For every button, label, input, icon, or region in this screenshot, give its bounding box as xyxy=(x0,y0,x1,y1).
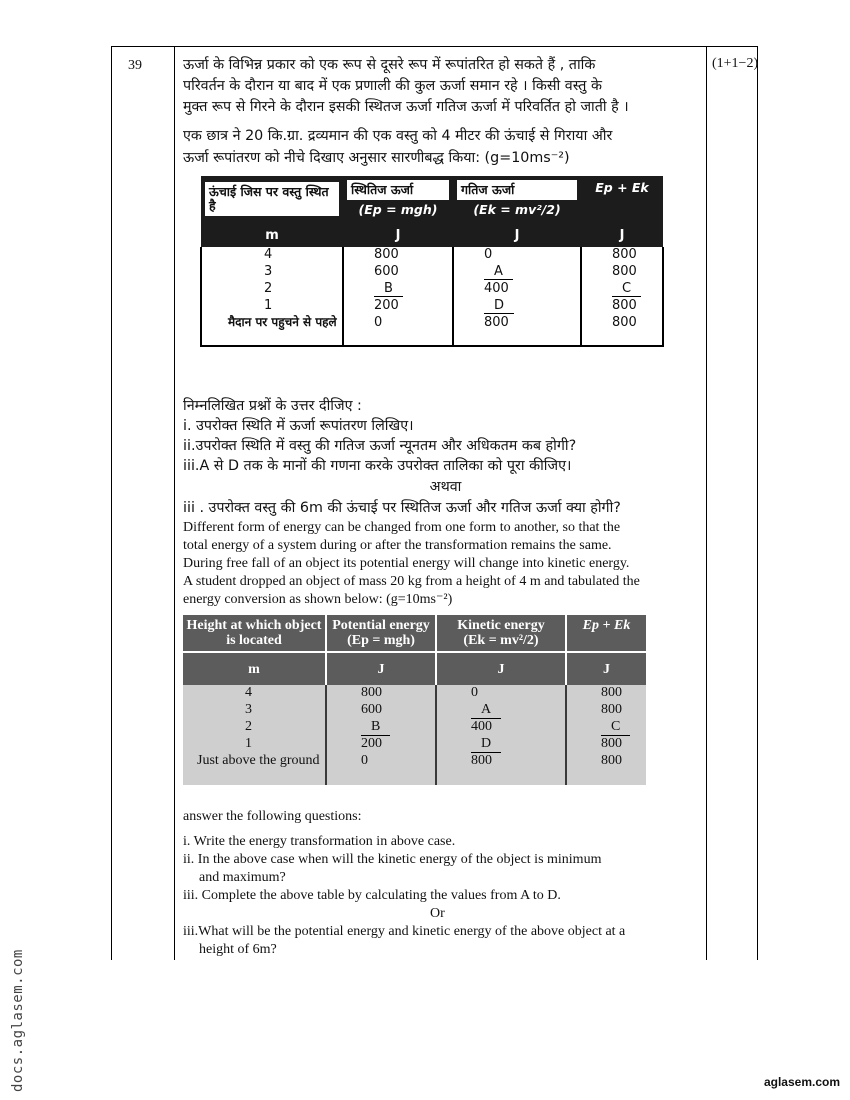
question-item: i. Write the energy transformation in above case. xyxy=(183,834,456,849)
unit-cell: J xyxy=(326,652,436,685)
table-cell: 600 xyxy=(343,264,453,281)
table-cell: 200 xyxy=(326,736,436,753)
unit-cell: J xyxy=(343,223,453,247)
question-item: ii. In the above case when will the kinetic energy of the object is minimum xyxy=(183,852,602,867)
column-divider xyxy=(174,46,175,960)
table-header: ऊंचाई जिस पर वस्तु स्थित है xyxy=(205,182,339,216)
questions-heading: निम्नलिखित प्रश्नों के उत्तर दीजिए : xyxy=(183,398,362,414)
table-cell: 800 xyxy=(436,753,566,785)
table-row xyxy=(201,264,663,281)
table-cell: 800 xyxy=(566,702,646,719)
question-number: 39 xyxy=(128,58,142,73)
corner-watermark: aglasem.com xyxy=(763,1075,840,1089)
table-cell: 0 xyxy=(326,753,436,785)
table-cell: 2 xyxy=(183,719,326,736)
table-cell: 800 xyxy=(326,685,436,702)
table-header: Height at which object is located xyxy=(183,615,326,652)
blank-value: A xyxy=(471,702,501,719)
table-formula: (Ek = mv²/2) xyxy=(463,633,539,648)
hindi-intro-line: परिवर्तन के दौरान या बाद में एक प्रणाली की कुल ऊर्जा समान रहे । किसी वस्तु के xyxy=(183,78,602,94)
table-cell: 0 xyxy=(343,315,453,346)
table-header: Ep + Ek xyxy=(566,615,646,652)
alternate-question: iii.What will be the potential energy and kinetic energy of the above object at a xyxy=(183,924,626,939)
table-formula: (Ep = mgh) xyxy=(358,202,438,217)
blank-value: C xyxy=(601,719,630,736)
table-row xyxy=(201,298,663,315)
question-item: iii. Complete the above table by calculating the values from A to D. xyxy=(183,888,561,903)
question-item: i. उपरोक्त स्थिति में ऊर्जा रूपांतरण लिखिए। xyxy=(183,418,414,434)
blank-value: C xyxy=(612,281,641,297)
side-watermark: docs.aglasem.com xyxy=(10,949,26,1092)
or-label: Or xyxy=(430,906,445,921)
question-item: iii.A से D तक के मानों की गणना करके उपरोक्त तालिका को पूरा कीजिए। xyxy=(183,458,572,474)
alternate-question: height of 6m? xyxy=(199,942,277,957)
alternate-question: iii . उपरोक्त वस्तु की 6m की ऊंचाई पर स्थितिज ऊर्जा और गतिज ऊर्जा क्या होगी? xyxy=(183,500,621,516)
english-intro-line: A student dropped an object of mass 20 kg from a height of 4 m and tabulated the xyxy=(183,574,640,589)
hindi-intro-line: ऊर्जा के विभिन्न प्रकार को एक रूप से दूसरे रूप में रूपांतरित हो सकते हैं , ताकि xyxy=(183,57,596,73)
table-row xyxy=(201,247,663,264)
table-header: Ep + Ek xyxy=(581,176,663,223)
table-row xyxy=(183,702,646,719)
unit-cell: m xyxy=(183,652,326,685)
table-row xyxy=(201,315,663,346)
table-row xyxy=(183,685,646,702)
hindi-setup-line: ऊर्जा रूपांतरण को नीचे दिखाए अनुसार सारणीबद्ध किया: (g=10ms⁻²) xyxy=(183,150,570,166)
blank-value: B xyxy=(361,719,390,736)
table-cell: 800 xyxy=(581,298,663,315)
table-cell: 400 xyxy=(453,281,581,298)
questions-heading: answer the following questions: xyxy=(183,809,362,824)
blank-value: D xyxy=(484,298,514,314)
table-cell: 600 xyxy=(326,702,436,719)
table-cell: 1 xyxy=(183,736,326,753)
table-header: गतिज ऊर्जा xyxy=(457,180,577,200)
marks-allocation: (1+1−2) xyxy=(712,56,759,71)
table-header: Potential energy xyxy=(332,618,430,633)
table-header: Kinetic energy xyxy=(457,618,545,633)
table-cell: 800 xyxy=(581,247,663,264)
table-cell: 1 xyxy=(264,298,273,313)
table-cell: 800 xyxy=(566,753,646,785)
table-cell: 800 xyxy=(453,315,581,346)
english-intro-line: During free fall of an object its potential energy will change into kinetic energy. xyxy=(183,556,630,571)
question-item: and maximum? xyxy=(199,870,286,885)
or-label: अथवा xyxy=(429,479,462,495)
table-cell: 0 xyxy=(436,685,566,702)
table-row xyxy=(183,719,646,736)
table-cell: मैदान पर पहुचने से पहले xyxy=(228,315,337,329)
table-cell: 4 xyxy=(183,685,326,702)
table-row xyxy=(183,753,646,785)
unit-cell: J xyxy=(566,652,646,685)
table-cell: 2 xyxy=(264,281,273,296)
table-formula: (Ek = mv²/2) xyxy=(473,202,561,217)
table-cell: 3 xyxy=(264,264,273,279)
english-intro-line: Different form of energy can be changed from one form to another, so that the xyxy=(183,520,621,535)
table-formula: (Ep = mgh) xyxy=(347,633,415,648)
english-energy-table xyxy=(183,615,646,785)
blank-value: B xyxy=(374,281,403,297)
table-cell: 3 xyxy=(183,702,326,719)
hindi-energy-table xyxy=(200,176,664,347)
table-cell: 800 xyxy=(566,736,646,753)
english-intro-line: energy conversion as shown below: (g=10ms⁻²) xyxy=(183,592,453,607)
hindi-intro-line: मुक्त रूप से गिरने के दौरान इसकी स्थितज ऊर्जा गतिज ऊर्जा में परिवर्तित हो जाती है । xyxy=(183,99,629,115)
table-cell: 800 xyxy=(581,315,663,346)
table-cell: 400 xyxy=(436,719,566,736)
table-cell: Just above the ground xyxy=(183,753,326,785)
unit-cell: J xyxy=(581,223,663,247)
table-cell: 800 xyxy=(581,264,663,281)
blank-value: D xyxy=(471,736,501,753)
table-cell: 0 xyxy=(453,247,581,264)
table-cell: 800 xyxy=(566,685,646,702)
unit-cell: m xyxy=(201,223,343,247)
table-header: स्थितिज ऊर्जा xyxy=(347,180,449,200)
table-cell: 200 xyxy=(343,298,453,315)
table-row xyxy=(183,736,646,753)
unit-cell: J xyxy=(436,652,566,685)
hindi-setup-line: एक छात्र ने 20 कि.ग्रा. द्रव्यमान की एक वस्तु को 4 मीटर की ऊंचाई से गिराया और xyxy=(183,128,613,144)
question-item: ii.उपरोक्त स्थिति में वस्तु की गतिज ऊर्जा न्यूनतम और अधिकतम कब होगी? xyxy=(183,438,577,454)
blank-value: A xyxy=(484,264,513,280)
english-intro-line: total energy of a system during or after the transformation remains the same. xyxy=(183,538,612,553)
table-cell: 800 xyxy=(343,247,453,264)
table-cell: 4 xyxy=(264,247,273,262)
table-row xyxy=(201,281,663,298)
unit-cell: J xyxy=(453,223,581,247)
